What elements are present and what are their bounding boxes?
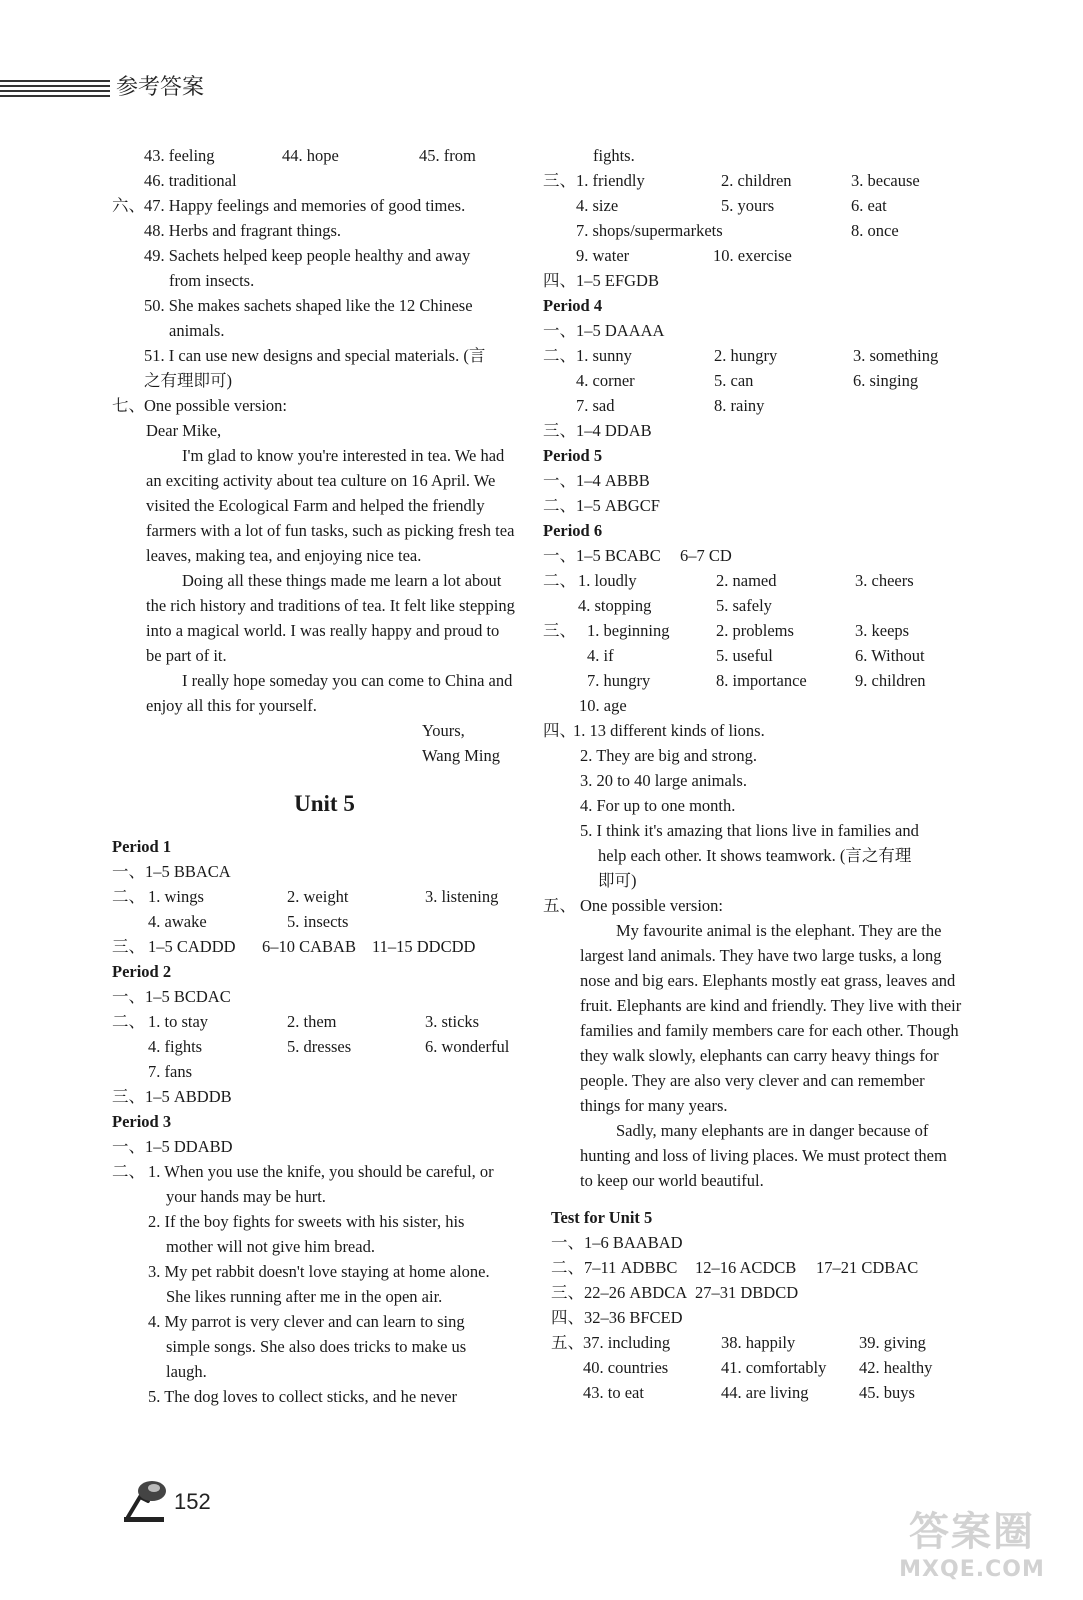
page-header	[0, 68, 360, 108]
page-number: 152	[174, 1489, 211, 1514]
left-column: 43. feeling 44. hope 45. from 46. traditional 六、 47. Happy feelings and memories of good times. 48. Herbs and fragrant things. 49. Sachets helped keep people healthy and away from insects. 50. She makes sachets shaped like the 12 Chinese animals. 51. I can use new designs and special materials. (言 之有理即可) 七、 One possible version: Dear Mike, I'm glad to know you're interested in tea. We had an exciting activity about tea culture on 16 April. We visited the Ecological Farm and helped the friendly farmers with a lot of fun tasks, such as picking fresh tea leaves, making tea, and enjoying nice tea. Doing all these things made me learn a lot about the rich history and traditions of tea. It felt like stepping into a magical world. I was really happy and proud to be part of it. I really hope someday you can come to China and enjoy all this for yourself. Yours, Wang Ming Unit 5 Period 1 一、1–5 BBACA 二、 1. wings 2. weight 3. listening 4. awake 5. insects 三、 1–5 CADDD 6–10 CABAB 11–15 DDCDD Period 2 一、1–5 BCDAC 二、 1. to stay 2. them 3. sticks 4. fights 5. dresses 6. wonderful 7. fans 三、1–5 ABDDB Period 3 一、1–5 DDABD 二、 1. When you use the knife, you should be careful, or your hands may be hurt. 2. If the boy fights for sweets with his sister, his mother will not give him bread. 3. My pet rabbit doesn't love staying at home alone. She likes running after me in the open air. 4. My parrot is very clever and can learn to sing simple songs. She also does tricks to make us laugh. 5. The dog loves to collect sticks, and he never	[112, 143, 537, 1409]
header-decoration-lines	[0, 80, 110, 98]
letter-paragraph: I'm glad to know you're interested in tea. We had an exciting activity about tea culture on 16 April. We visited the Ecological Farm and helped the friendly farmers with a lot of fun tasks, such as picking fresh tea leaves, making tea, and enjoying nice tea.	[146, 446, 515, 565]
period-6-title: Period 6	[543, 521, 603, 540]
answer-line: 43. feeling 44. hope 45. from	[144, 146, 476, 165]
period-1-title: Period 1	[112, 837, 172, 856]
watermark: 答案圈 MXQE.COM	[899, 1509, 1045, 1582]
right-column: fights. 三、 1. friendly 2. children 3. because 4. size 5. yours 6. eat 7. shops/supermarkets 8. once 9. water 10. exercise 四、1–5 EFGDB Period 4 一、1–5 DAAAA 二、 1. sunny 2. hungry 3. something 4. corner 5. can 6. singing 7. sad 8. rainy 三、1–4 DDAB Period 5 一、1–4 ABBB 二、1–5 ABGCF Period 6 一、1–5 BCABC 6–7 CD 二、 1. loudly 2. named 3. cheers 4. stopping 5. safely 三、 1. beginning 2. problems 3. keeps 4. if 5. useful 6. Without 7. hungry 8. importance 9. children 10. age 四、 1. 13 different kinds of lions. 2. They are big and strong. 3. 20 to 40 large animals. 4. For up to one month. 5. I think it's amazing that lions live in families and help each other. It shows teamwork. (言之有理 即可) 五、 One possible version: My favourite animal is the elephant. They are the largest land animals. They have two large tusks, a long nose and big ears. Elephants mostly eat grass, leaves and fruit. Elephants are kind and friendly. They live with their families and family members care for each other. Though they walk slowly, elephants can carry heavy things for people. They are also very clever and can remember things for many years. Sadly, many elephants are in danger because of hunting and loss of living places. We must protect them to keep our world beautiful. Test for Unit 5 一、1–6 BAABAD 二、7–11 ADBBC 12–16 ACDCB 17–21 CDBAC 三、22–26 ABDCA 27–31 DBDCD 四、32–36 BFCED 五、 37. including 38. happily 39. giving 40. countries 41. comfortably 42. healthy 43. to eat 44. are living 45. buys	[543, 143, 983, 1405]
page-footer	[118, 1475, 248, 1535]
answer-line: 46. traditional	[144, 171, 237, 190]
unit-title: Unit 5	[294, 791, 355, 816]
letter-paragraph: I really hope someday you can come to China and enjoy all this for yourself.	[146, 671, 513, 715]
essay-paragraph: Sadly, many elephants are in danger because of hunting and loss of living places. We must protect them to keep our world beautiful.	[580, 1121, 947, 1190]
test-title: Test for Unit 5	[551, 1208, 653, 1227]
lamp-icon	[118, 1475, 174, 1525]
header-title: 参考答案	[116, 75, 205, 100]
letter-closing: Yours,	[422, 721, 465, 740]
letter-paragraph: Doing all these things made me learn a lot about the rich history and traditions of tea. It felt like stepping into a magical world. I was really happy and proud to be part of it.	[146, 571, 515, 665]
letter-signature: Wang Ming	[422, 746, 500, 765]
section-6: 六、 47. Happy feelings and memories of good times.	[112, 196, 466, 215]
period-2-title: Period 2	[112, 962, 172, 981]
period-4-title: Period 4	[543, 296, 603, 315]
period-3-title: Period 3	[112, 1112, 172, 1131]
period-5-title: Period 5	[543, 446, 603, 465]
section-7: 七、 One possible version:	[112, 396, 287, 415]
essay-paragraph: My favourite animal is the elephant. They are the largest land animals. They have two large tusks, a long nose and big ears. Elephants mostly eat grass, leaves and fruit. Elephants are kind and friendly. They live with their families and family members care for each other. Though they walk slowly, elephants can carry heavy things for people. They are also very clever and can remember things for many years.	[580, 921, 962, 1115]
